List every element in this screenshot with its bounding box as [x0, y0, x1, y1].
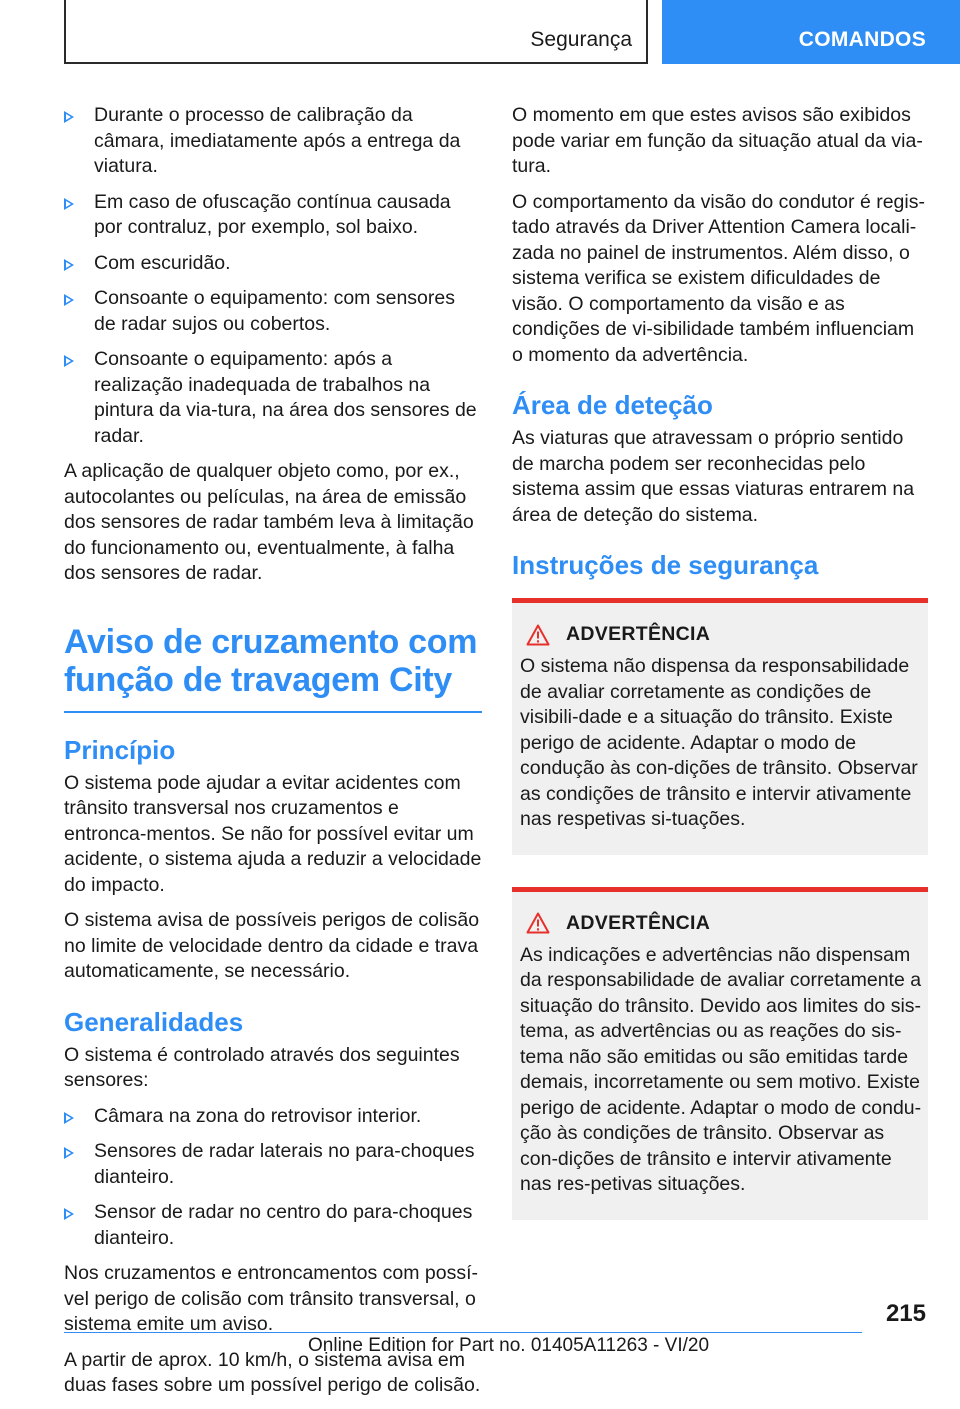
paragraph-principio-1: O sistema pode ajudar a evitar acidentes com trânsito transversal nos cruzamentos e entronca-mentos. Se não for possível evitar um acidente, o sistema ajuda a reduzir a velocidade do impacto.: [64, 771, 482, 896]
list-item: Com escuridão.: [64, 251, 482, 277]
subheading-generalidades: Generalidades: [64, 1006, 244, 1037]
list-item: Câmara na zona do retrovisor interior.: [64, 1104, 482, 1130]
header-chapter-title: COMANDOS: [798, 28, 926, 51]
bullet-list-limitations: [64, 103, 482, 449]
triangle-right-icon: [64, 1112, 74, 1124]
footer-divider: [64, 1332, 862, 1333]
paragraph-generalidades-3: A partir de aprox. 10 km/h, o sistema avisa em duas fases sobre um possível perigo de colisão.: [64, 1348, 481, 1396]
list-item: Sensor de radar no centro do para-choques dianteiro.: [64, 1200, 482, 1251]
warning-header: [520, 912, 922, 935]
left-column: [64, 103, 482, 1409]
page-number: 215: [885, 1300, 926, 1327]
paragraph-generalidades-1: O sistema é controlado através dos seguintes sensores:: [64, 1043, 460, 1091]
triangle-right-icon: [64, 198, 74, 210]
triangle-right-icon: [64, 294, 74, 306]
list-item: Consoante o equipamento: após a realização inadequada de trabalhos na pintura da via-tura, na área dos sensores de radar.: [64, 347, 482, 449]
bullet-list-sensors: [64, 1104, 482, 1252]
warning-triangle-icon: [526, 912, 550, 934]
subheading-principio: Princípio: [64, 734, 176, 765]
footer-edition: Online Edition for Part no. 01405A11263 - VI/20: [308, 1335, 710, 1356]
warning-title: ADVERTÊNCIA: [566, 911, 711, 934]
triangle-right-icon: [64, 1147, 74, 1159]
warning-box-2: [512, 887, 928, 1220]
triangle-right-icon: [64, 259, 74, 271]
right-column: [512, 103, 928, 1220]
header-section-box: [64, 0, 648, 64]
paragraph-generalidades-2: Nos cruzamentos e entroncamentos com possí-vel perigo de colisão com trânsito transversal, o sistema emite um aviso.: [64, 1262, 479, 1335]
paragraph-driver-attention: O comportamento da visão do condutor é regis-tado através da Driver Attention Camera locali-zada no painel de instrumentos. Além disso, o sistema verifica se existem dificuldades de visão. O comportamento da visão e as condições de vi-sibilidade também influenciam o momento da advertência.: [512, 190, 925, 366]
warning-box-1: [512, 598, 928, 855]
section-heading-crossing-warning: Aviso de cruzamento com função de travagem City: [64, 623, 482, 713]
subheading-area-detecao: Área de deteção: [512, 390, 713, 420]
warning-text: As indicações e advertências não dispensam da responsabilidade de avaliar corretamente a situação do trânsito. Devido aos limites do sis-tema, as advertências ou as reações do sis-tema não são emitidas ou são emitidas tarde demais, incorretamente ou sem motivo. Existe perigo de acidente. Adaptar o modo de condu-ção às condições de trânsito. Observar as con-dições de trânsito e intervir ativamente nas res-petivas situações.: [520, 943, 922, 1195]
warning-title: ADVERTÊNCIA: [566, 623, 711, 645]
warning-text: O sistema não dispensa da responsabilidade de avaliar corretamente as condições de visibili-dade e a situação do trânsito. Existe perigo de acidente. Adaptar o modo de condução às con-dições de trânsito. Observar as condições de trânsito e intervir ativamente nas respetivas si-tuações.: [520, 655, 918, 830]
paragraph-sensor-obstruction: A aplicação de qualquer objeto como, por ex., autocolantes ou películas, na área de emissão dos sensores de radar também leva à limitação do funcionamento ou, eventualmente, à falha dos sensores de radar.: [64, 460, 474, 584]
triangle-right-icon: [64, 111, 74, 123]
list-item: Em caso de ofuscação contínua causada por contraluz, por exemplo, sol baixo.: [64, 190, 482, 241]
list-item: Durante o processo de calibração da câmara, imediatamente após a entrega da viatura.: [64, 103, 482, 180]
subheading-instrucoes-seguranca: Instruções de segurança: [512, 550, 819, 580]
paragraph-principio-2: O sistema avisa de possíveis perigos de colisão no limite de velocidade dentro da cidade e trava automaticamente, se necessário.: [64, 909, 480, 982]
triangle-right-icon: [64, 355, 74, 367]
list-item: Sensores de radar laterais no para-choques dianteiro.: [64, 1139, 482, 1190]
paragraph-area-detecao: As viaturas que atravessam o próprio sentido de marcha podem ser reconhecidas pelo sistema assim que essas viaturas entrarem na área de deteção do sistema.: [512, 427, 915, 526]
list-item: Consoante o equipamento: com sensores de radar sujos ou cobertos.: [64, 286, 482, 337]
header-section-title: Segurança: [530, 28, 632, 51]
header-chapter-tab[interactable]: [662, 0, 960, 64]
warning-triangle-icon: [526, 624, 550, 646]
paragraph-warning-timing: O momento em que estes avisos são exibidos pode variar em função da situação atual da via-tura.: [512, 104, 923, 177]
warning-header: [520, 623, 922, 646]
triangle-right-icon: [64, 1208, 74, 1220]
